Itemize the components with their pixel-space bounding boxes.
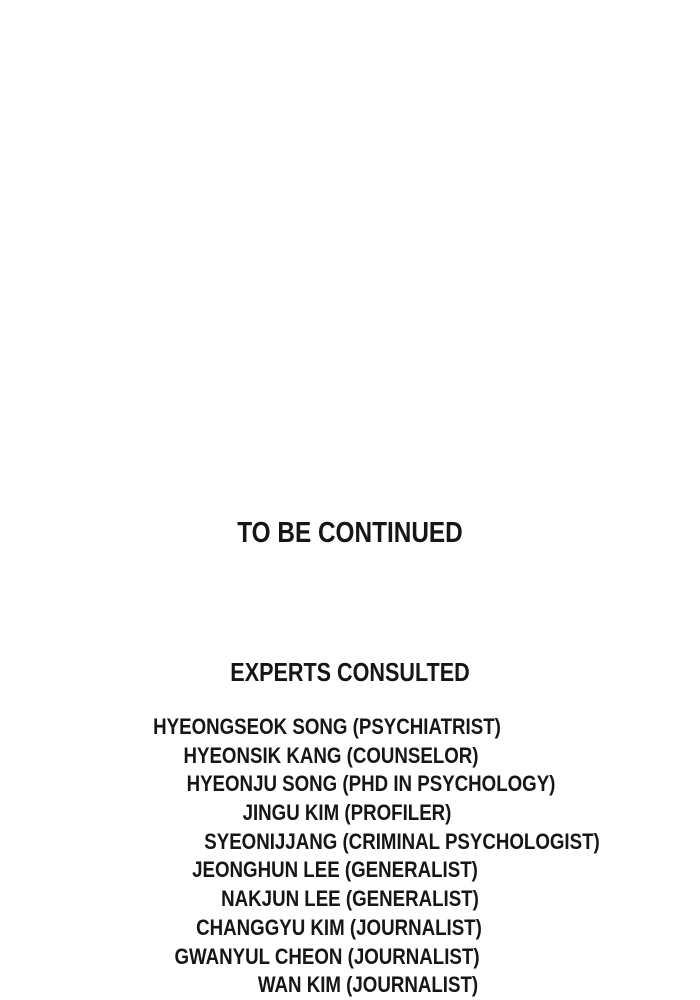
credit-line: CHANGGYU KIM (JOURNALIST)	[196, 914, 482, 940]
credit-line: SYEONIJJANG (CRIMINAL PSYCHOLOGIST)	[204, 828, 600, 854]
credit-line: NAKJUN LEE (GENERALIST)	[221, 886, 479, 912]
credit-line: HYEONSIK KANG (COUNSELOR)	[183, 742, 479, 768]
credit-line: GWANYUL CHEON (JOURNALIST)	[174, 943, 480, 969]
to-be-continued-text: TO BE CONTINUED	[237, 517, 463, 549]
credits-list	[0, 713, 700, 1000]
credit-line: HYEONJU SONG (PHD IN PSYCHOLOGY)	[186, 771, 556, 797]
experts-consulted-heading: EXPERTS CONSULTED	[230, 657, 470, 687]
credit-line: JEONGHUN LEE (GENERALIST)	[192, 857, 478, 883]
credit-line: JINGU KIM (PROFILER)	[242, 800, 452, 826]
credit-line: HYEONGSEOK SONG (PSYCHIATRIST)	[153, 714, 501, 739]
credit-line: WAN KIM (JOURNALIST)	[257, 972, 479, 998]
